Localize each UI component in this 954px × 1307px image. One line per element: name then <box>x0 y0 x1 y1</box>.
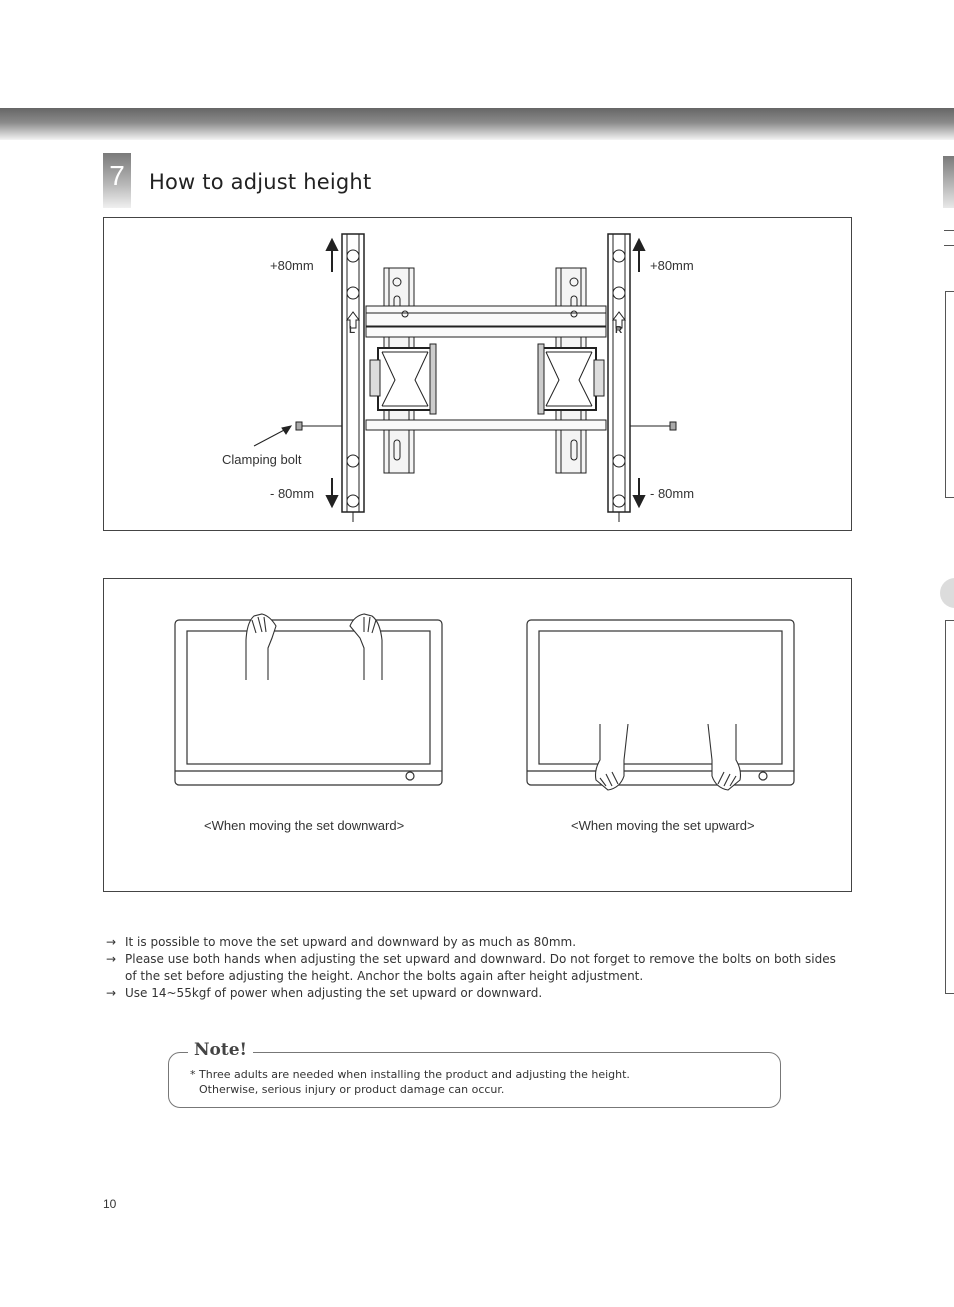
note-text <box>190 1067 630 1097</box>
height-minus-label-right: - 80mm <box>650 486 695 501</box>
instruction-item <box>106 934 846 951</box>
instruction-text: It is possible to move the set upward and downward by as much as 80mm. <box>125 935 577 949</box>
instruction-list <box>106 934 846 1002</box>
height-plus-label-left: +80mm <box>270 258 314 273</box>
arm-right <box>542 348 596 410</box>
arm-right-hinge <box>594 360 604 396</box>
section-title: How to adjust height <box>149 170 372 194</box>
instruction-item <box>106 951 846 985</box>
section-number: 7 <box>109 160 125 191</box>
clamping-bolt-label: Clamping bolt <box>222 452 302 467</box>
arm-left-plate <box>430 344 436 414</box>
arrow-up-left-head <box>327 240 337 250</box>
bolt-left-head <box>296 422 302 430</box>
instruction-text: Please use both hands when adjusting the set upward and downward. Do not forget to remove the bolts on both sides of the set before adjusting the height. Anchor the bolts again after height adjustment. <box>125 952 836 983</box>
bottom-rail <box>366 420 606 430</box>
hands-diagram-panel <box>103 578 852 892</box>
wall-bracket-illustration <box>254 234 676 522</box>
tv-rail-right <box>608 234 630 512</box>
height-plus-label-right: +80mm <box>650 258 694 273</box>
bolt-pointer-line <box>254 428 288 446</box>
arm-left-hinge <box>370 360 380 396</box>
arrow-down-right-head <box>634 496 644 506</box>
arrow-bullet: → <box>106 935 117 949</box>
caption-upward: <When moving the set upward> <box>571 818 755 833</box>
height-minus-label-left: - 80mm <box>270 486 315 501</box>
rail-left-letter: L <box>349 325 356 336</box>
instruction-item <box>106 985 846 1002</box>
caption-downward: <When moving the set downward> <box>204 818 405 833</box>
tv-rail-left <box>342 234 364 512</box>
note-line-2: Otherwise, serious injury or product damage can occur. <box>199 1083 505 1096</box>
arrow-down-left-head <box>327 496 337 506</box>
arm-left <box>378 348 432 410</box>
page-number: 10 <box>103 1197 117 1211</box>
arrow-bullet: → <box>106 952 117 966</box>
top-rail <box>366 306 606 326</box>
arrow-up-right-head <box>634 240 644 250</box>
note-title: Note! <box>188 1040 253 1060</box>
note-line-1: * Three adults are needed when installing the product and adjusting the height. <box>190 1068 630 1081</box>
rail-right-letter: R <box>615 325 623 336</box>
arrow-bullet: → <box>106 986 117 1000</box>
instruction-text: Use 14~55kgf of power when adjusting the set upward or downward. <box>125 986 543 1000</box>
arm-right-plate <box>538 344 544 414</box>
bolt-pointer-head <box>282 426 291 434</box>
top-rail-lower <box>366 327 606 337</box>
bolt-right-head <box>670 422 676 430</box>
